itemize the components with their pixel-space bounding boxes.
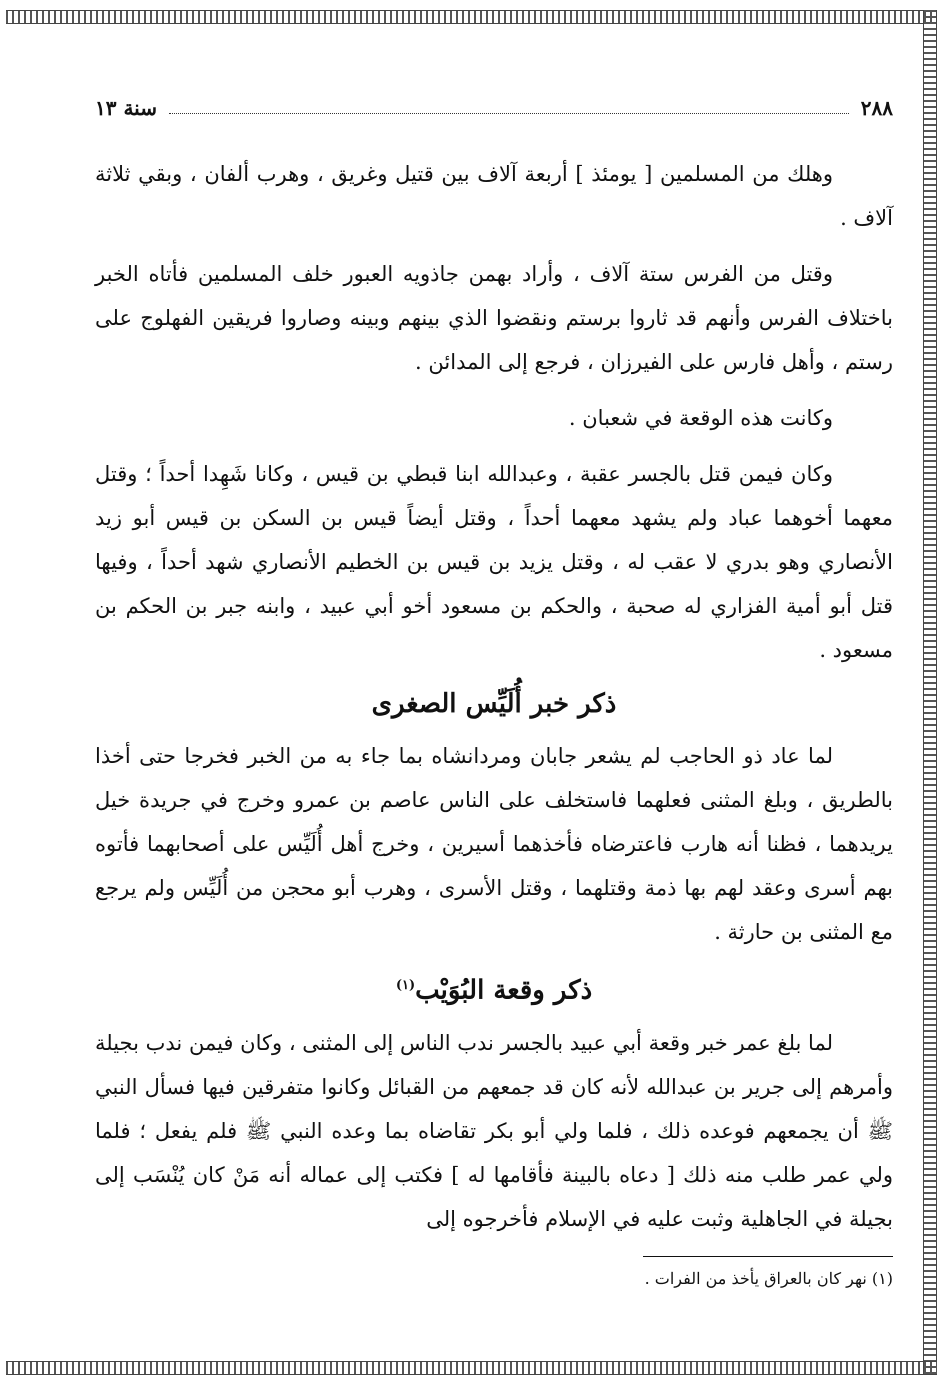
decorative-border-top: [6, 10, 937, 24]
footnote-marker: (١): [395, 978, 416, 993]
header-dotted-leader: [169, 113, 849, 114]
paragraph-shaban: وكانت هذه الوقعة في شعبان .: [568, 406, 833, 430]
body-text: [95, 152, 893, 1241]
book-page: [40, 60, 893, 1343]
paragraph-killed-at-bridge: وكان فيمن قتل بالجسر عقبة ، وعبدالله ابنا قبطي بن قيس ، وكانا شَهِدا أحداً ؛ وقتل معهما أخوهما عباد ولم يشهد معهما أحداً ، وقتل أيضاً قيس بن السكن بن قيس أبو زيد الأنصاري وهو بدري لا عقب له ، وقتل يزيد بن قيس بن الخطيم الأنصاري شهد أحداً ، وفيها قتل أبو أمية الفزاري له صحبة ، والحكم بن مسعود أخو أبي عبيد ، وابنه جبر بن الحكم بن مسعود .: [95, 462, 893, 662]
footnote-rule: [643, 1256, 893, 1257]
footnote: (١) نهر كان بالعراق يأخذ من الفرات .: [644, 1269, 893, 1288]
running-title: سنة ١٣: [95, 96, 157, 120]
decorative-border-bottom: [6, 1361, 937, 1375]
paragraph-buwayb: لما بلغ عمر خبر وقعة أبي عبيد بالجسر ندب الناس إلى المثنى ، وكان فيمن ندب بجيلة وأمرهم إلى جرير بن عبدالله لأنه كان قد جمعهم من القبائل وكانوا متفرقين فيها فسأل النبي ﷺ أن يجمعهم فوعده ذلك ، فلما ولي أبو بكر تقاضاه بما وعده النبي ﷺ فلم يفعل ؛ فلما ولي عمر طلب منه ذلك [ دعاه بالبينة فأقامها له ] فكتب إلى عماله أنه مَنْ كان يُنْسَب إلى بجيلة في الجاهلية وثبت عليه في الإسلام فأخرجوه إلى: [95, 1030, 893, 1231]
paragraph-persian-losses: وقتل من الفرس ستة آلاف ، وأراد بهمن جاذويه العبور خلف المسلمين فأتاه الخبر باختلاف الفرس وأنهم قد ثاروا برستم ونقضوا الذي بينهم وبينه وصاروا فريقين الفهلوج على رستم ، وأهل فارس على الفيرزان ، فرجع إلى المدائن .: [95, 262, 893, 374]
section-heading-buwayb-text: ذكر وقعة البُوَيْب: [415, 975, 593, 1006]
paragraph-ullays: لما عاد ذو الحاجب لم يشعر جابان ومردانشاه بما جاء به من الخبر فخرجا حتى أخذا بالطريق ، وبلغ المثنى فعلهما فاستخلف على الناس عاصم بن عمرو وخرج في جريدة خيل يريدهما ، فظنا أنه هارب فاعترضاه فأخذهما أسيرين ، وخرج أهل أُلَيِّس على أصحابهما فأتوه بهم أسرى وعقد لهم بها ذمة وقتلهما ، وقتل الأسرى ، وهرب أبو محجن من أُلَيِّس ولم يرجع مع المثنى بن حارثة .: [95, 744, 893, 944]
page-number: ٢٨٨: [860, 96, 893, 120]
running-header: [95, 96, 893, 120]
paragraph-losses: وهلك من المسلمين [ يومئذ ] أربعة آلاف بين قتيل وغريق ، وهرب ألفان ، وبقي ثلاثة آلاف .: [95, 162, 893, 230]
section-heading-ullays: ذكر خبر أُلَيِّس الصغرى: [371, 689, 617, 719]
section-heading-buwayb: [95, 964, 893, 1013]
decorative-border-right: [923, 10, 937, 1375]
